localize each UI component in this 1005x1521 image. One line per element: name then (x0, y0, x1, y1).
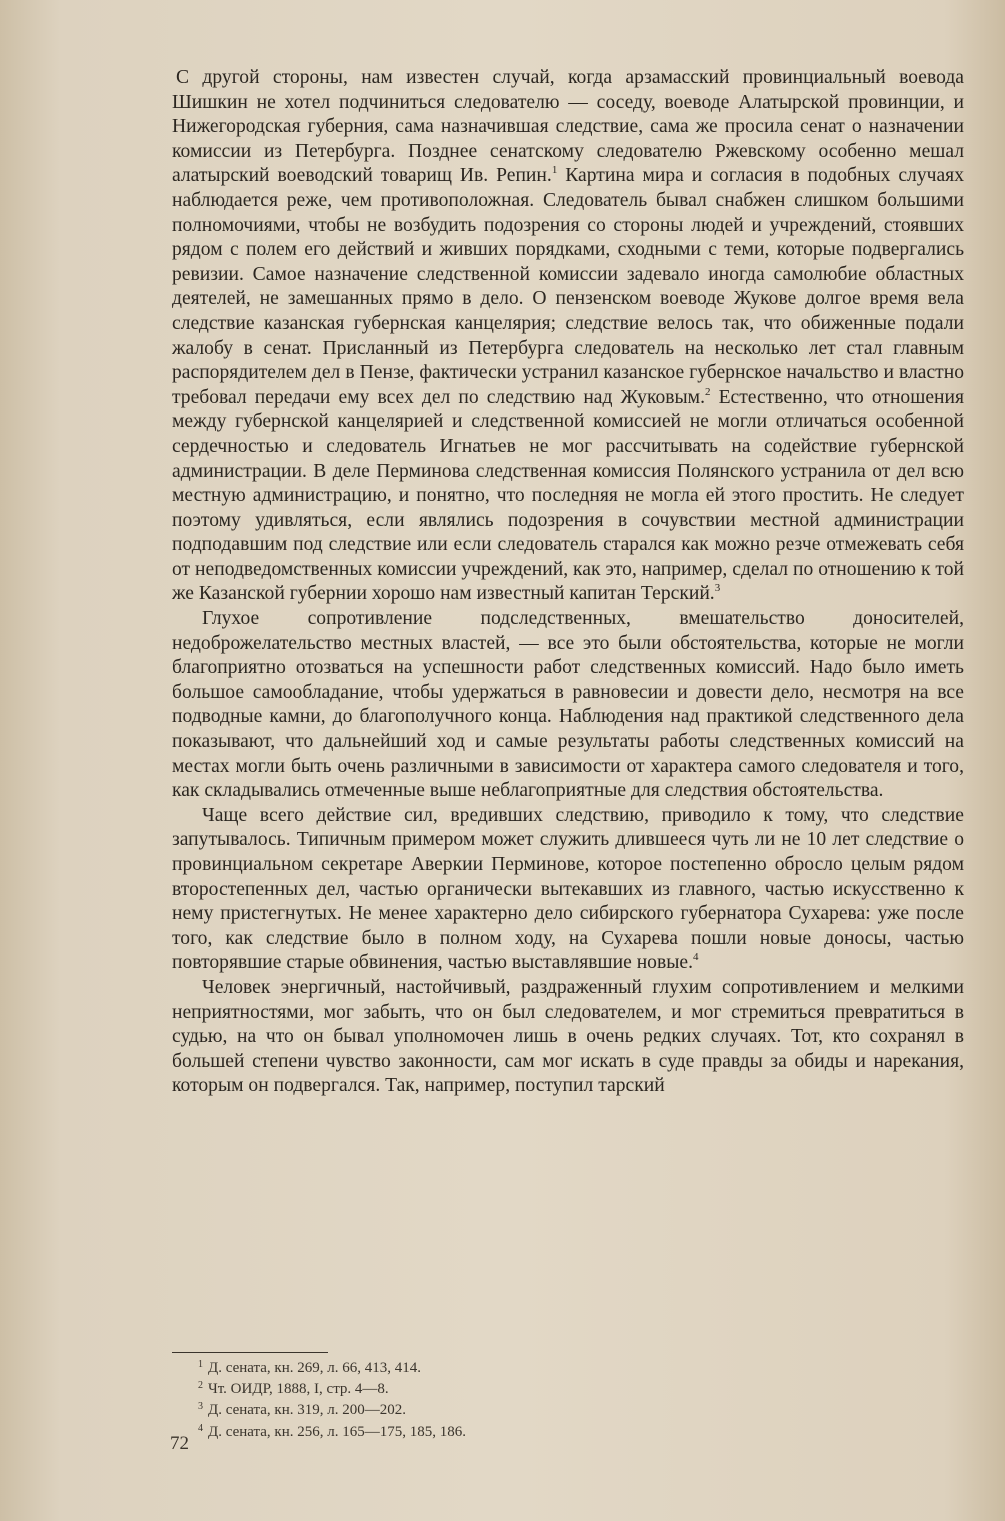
footnote-mark: 2 (704, 385, 711, 398)
footnote-number: 4 (198, 1422, 203, 1434)
paragraph (172, 66, 964, 607)
footnote-text: Д. сената, кн. 319, л. 200—202. (208, 1402, 406, 1419)
main-text (172, 66, 964, 1099)
footnote-number: 3 (198, 1401, 203, 1413)
footnote (198, 1398, 758, 1419)
paragraph (172, 976, 964, 1099)
paragraph-text: Естественно, что отношения между губернской канцелярией и следственной комиссией не могли отличаться особенной сердечностью и следователь Игнатьев не мог рассчитывать на содействие губернской администрации. В деле Перминова следственная комиссия Полянского устранила от дел всю местную администрацию, и понятно, что последняя не могла ей этого простить. Не следует поэтому удивляться, если являлись подозрения в сочувствии местной администрации подподавшим под следствие или если следователь старался как можно резче отмежевать себя от неподведомственных комиссии учреждений, как это, например, сделал по отношению к той же Казанской губернии хорошо нам известный капитан Терский. (172, 386, 964, 605)
footnote-number: 1 (198, 1359, 203, 1370)
footnote-number: 2 (198, 1380, 203, 1392)
page-number: 72 (170, 1433, 189, 1454)
footnote-mark: 1 (551, 164, 558, 177)
paragraph-text: Глухое сопротивление подследственных, вмешательство доносителей, недоброжелательство местных властей, — все это были обстоятельства, которые не могли благоприятно отозваться на успешности работ следственных комиссий. Надо было иметь большое самообладание, чтобы удержаться в равновесии и довести дело, несмотря на все подводные камни, до благополучного конца. Наблюдения над практикой следственного дела показывают, что дальнейший ход и самые результаты работы следственных комиссий на местах могли быть очень различными в зависимости от характера самого следователя и того, как складывались отмеченные выше неблагоприятные для следствия обстоятельства. (172, 608, 964, 802)
paragraph (172, 607, 964, 804)
footnote (198, 1420, 758, 1441)
footnote-divider (172, 1352, 328, 1353)
paragraph-text: С другой стороны, нам известен случай, когда арзамасский провинциальный воевода Шишкин не хотел подчиниться следователю — соседу, воеводе Алатырской провинции, и Нижегородская губерния, сама назначившая следствие, сама же просила сенат о назначении комиссии из Петербурга. Позднее сенатскому следователю Ржевскому особенно мешал алатырский воеводский товарищ Ив. Репин. (172, 67, 964, 187)
footnotes (198, 1356, 758, 1441)
footnote-text: Д. сената, кн. 256, л. 165—175, 185, 186. (208, 1423, 466, 1440)
footnote-mark: 3 (714, 582, 721, 595)
footnote (198, 1356, 758, 1377)
paragraph-text: Картина мира и согласия в подобных случаях наблюдается реже, чем противоположная. Следователь бывал снабжен слишком большими полномочиями, чтобы не возбудить подозрения со стороны людей и учреждений, стоявших рядом с полем его действий и живших порядками, сходными с теми, которые подвергались ревизии. Самое назначение следственной комиссии задевало иногда самолюбие областных деятелей, не замешанных прямо в дело. О пензенском воеводе Жукове долгое время вела следствие казанская губернская канцелярия; следствие велось так, что обиженные подали жалобу в сенат. Присланный из Петербурга следователь на несколько лет стал главным распорядителем дел в Пензе, фактически устранил казанское губернское начальство и властно требовал передачи ему всех дел по следствию над Жуковым. (172, 165, 964, 408)
footnote (198, 1377, 758, 1398)
paragraph (172, 804, 964, 976)
footnote-text: Д. сената, кн. 269, л. 66, 413, 414. (208, 1360, 421, 1376)
footnote-text: Чт. ОИДР, 1888, I, стр. 4—8. (208, 1381, 389, 1398)
paragraph-text: Чаще всего действие сил, вредивших следствию, приводило к тому, что следствие запутывалось. Типичным примером может служить длившееся чуть ли не 10 лет следствие о провинциальном секретаре Аверкии Перминове, которое постепенно обросло целым рядом второстепенных дел, частью органически вытекавших из главного, частью искусственно к нему пристегнутых. Не менее характерно дело сибирского губернатора Сухарева: уже после того, как следствие было в полном ходу, на Сухарева пошли новые доносы, частью повторявшие старые обвинения, частью выставлявшие новые. (172, 804, 964, 974)
footnote-mark: 4 (693, 951, 699, 964)
paragraph-text: Человек энергичный, настойчивый, раздраженный глухим сопротивлением и мелкими неприятностями, мог забыть, что он был следователем, и мог стремиться превратиться в судью, на что он бывал уполномочен лишь в очень редких случаях. Тот, кто сохранял в большей степени чувство законности, сам мог искать в суде правды за обиды и нарекания, которым он подвергался. Так, например, поступил тарский (172, 976, 964, 1097)
